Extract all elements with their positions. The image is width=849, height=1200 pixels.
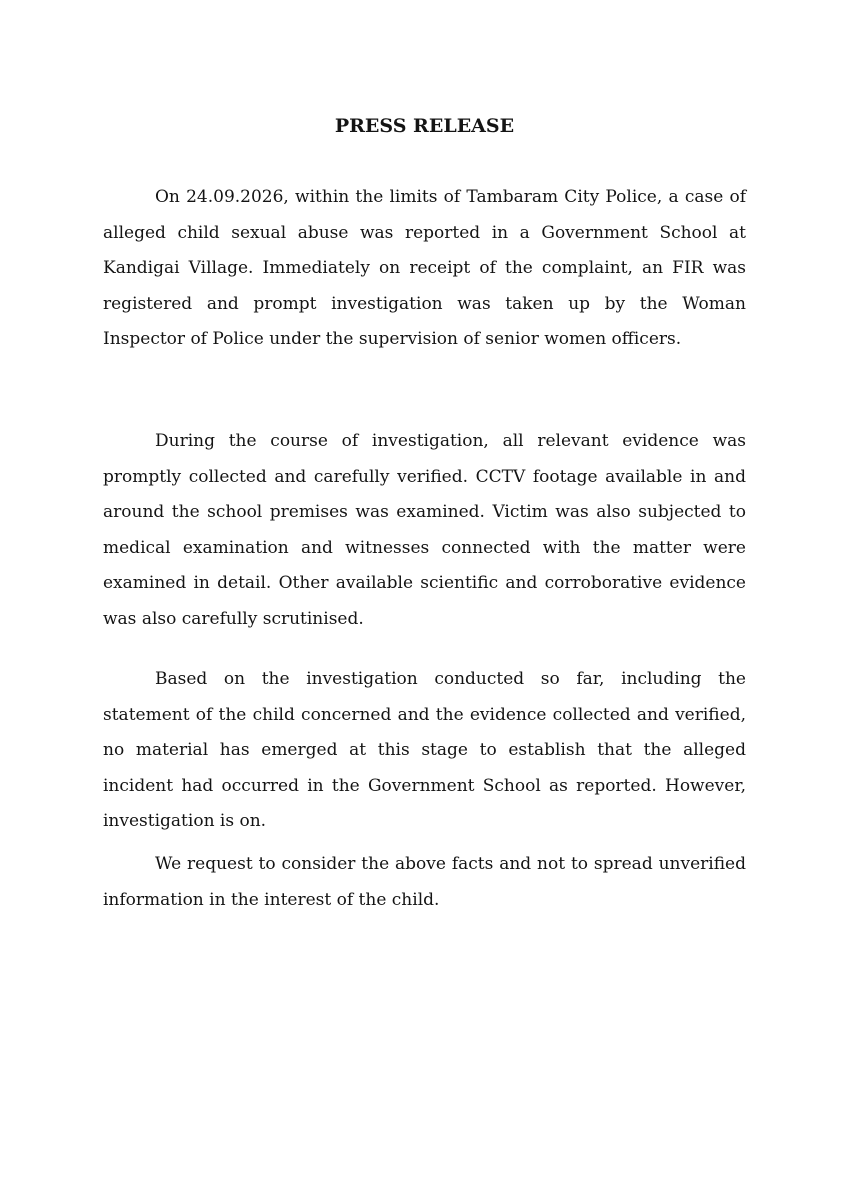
paragraph-investigation: During the course of investigation, all relevant evidence was promptly collected and carefully verified. CCTV footage available in and around the school premises was examined. Victim was also subjected to medical examination and witnesses connected with the matter were examined in detail. Other available scientific and corroborative evidence was also carefully scrutinised.: [103, 431, 746, 629]
paragraph-findings: Based on the investigation conducted so far, including the statement of the child concerned and the evidence collected and verified, no material has emerged at this stage to establish that the alleged incident had occurred in the Government School as reported. However, investigation is on.: [103, 669, 746, 831]
paragraph-request: We request to consider the above facts and not to spread unverified information in the interest of the child.: [103, 854, 746, 910]
page-title: PRESS RELEASE: [334, 115, 515, 137]
paragraph-incident-report: On 24.09.2026, within the limits of Tambaram City Police, a case of alleged child sexual abuse was reported in a Government School at Kandigai Village. Immediately on receipt of the complaint, an FIR was registered and prompt investigation was taken up by the Woman Inspector of Police under the supervision of senior women officers.: [103, 187, 746, 349]
